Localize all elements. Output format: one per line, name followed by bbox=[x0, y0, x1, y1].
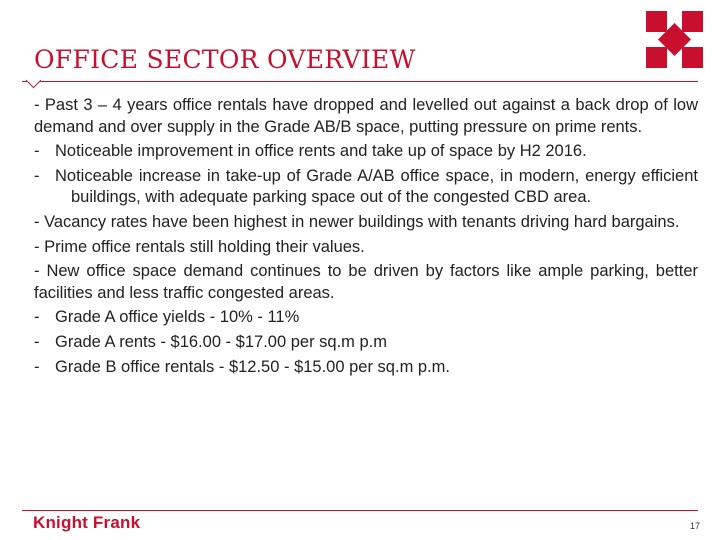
knight-frank-diamond-icon bbox=[646, 11, 703, 68]
paragraph-vacancy: - Vacancy rates have been highest in newer buildings with tenants driving hard bargains. bbox=[34, 212, 680, 231]
bullet-rent-improvement bbox=[34, 141, 698, 163]
bullet-dash: - bbox=[34, 332, 40, 351]
bullet-dash: - bbox=[34, 357, 40, 376]
footer-brand-logo: Knight Frank bbox=[33, 513, 141, 532]
title-divider-notch bbox=[26, 73, 42, 89]
bullet-text: Grade A rents - $16.00 - $17.00 per sq.m p.m bbox=[55, 332, 388, 351]
bullet-dash: - bbox=[34, 166, 40, 185]
bullet-text: Grade B office rentals - $12.50 - $15.00 per sq.m p.m. bbox=[55, 357, 450, 376]
bullet-text: Grade A office yields - 10% - 11% bbox=[55, 308, 300, 327]
slide-title: OFFICE SECTOR OVERVIEW bbox=[34, 45, 416, 74]
bullet-text: Noticeable increase in take-up of Grade A/AB office space, in modern, energy efficient buildings, with adequate parking space out of the congested CBD area. bbox=[55, 166, 698, 207]
bullet-dash: - bbox=[34, 142, 40, 161]
slide-body bbox=[34, 95, 698, 381]
bullet-grade-b-rentals bbox=[34, 357, 698, 379]
bullet-dash: - bbox=[34, 308, 40, 327]
paragraph-prime-rentals: - Prime office rentals still holding their values. bbox=[34, 237, 365, 256]
page-number: 17 bbox=[690, 521, 701, 531]
footer-divider bbox=[22, 510, 698, 511]
bullet-grade-a-rents bbox=[34, 332, 698, 354]
bullet-text: Noticeable improvement in office rents and take up of space by H2 2016. bbox=[55, 142, 587, 161]
paragraph-rental-trend: - Past 3 – 4 years office rentals have dropped and levelled out against a back drop of low demand and over supply in the Grade AB/B space, putting pressure on prime rents. bbox=[34, 96, 698, 136]
title-divider bbox=[22, 81, 698, 82]
bullet-grade-a-takeup bbox=[34, 166, 698, 209]
bullet-grade-a-yields bbox=[34, 307, 698, 329]
paragraph-demand-drivers: - New office space demand continues to be driven by factors like ample parking, better facilities and less traffic congested areas. bbox=[34, 262, 698, 302]
